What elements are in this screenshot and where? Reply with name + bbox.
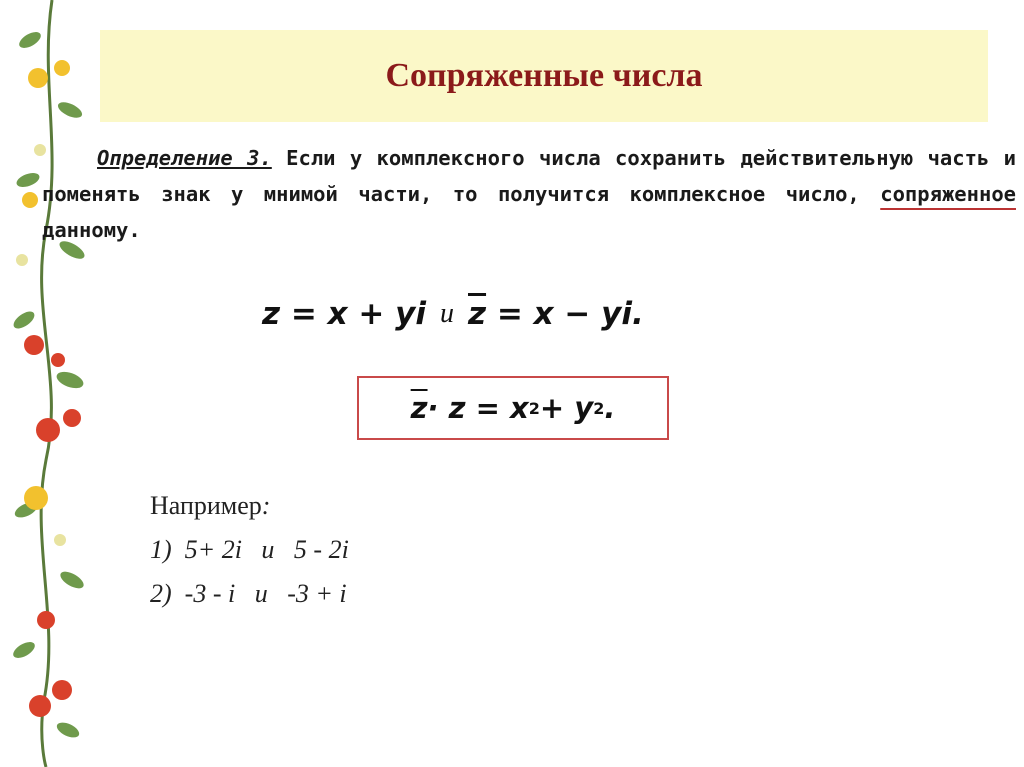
formula-conjunction: и bbox=[440, 298, 454, 329]
examples-block bbox=[150, 484, 349, 616]
box-exp2: 2 bbox=[593, 398, 605, 418]
formula-conjugate-var: $\overline{z}$ bbox=[468, 296, 487, 332]
conjugate-formula bbox=[262, 286, 762, 342]
definition-text: Если у комплексного числа сохранить действительную часть и поменять знак у мнимой части, то получится комплексное число, bbox=[42, 146, 1016, 206]
box-conjugate-var: $\overline{z}$ bbox=[410, 391, 428, 425]
formula-left: z = x + yi bbox=[262, 296, 426, 332]
box-part1: · z = x bbox=[427, 391, 529, 425]
examples-header-colon: : bbox=[261, 491, 271, 520]
definition-term: сопряженное bbox=[880, 182, 1016, 206]
example-row: 2) -3 - i и -3 + i bbox=[150, 579, 347, 608]
box-end: . bbox=[604, 391, 616, 425]
box-part2: + y bbox=[539, 391, 594, 425]
definition-paragraph bbox=[42, 140, 1016, 248]
floral-vine-decoration bbox=[0, 0, 100, 767]
definition-tail: данному. bbox=[42, 218, 141, 242]
title-banner bbox=[100, 30, 988, 122]
box-exp1: 2 bbox=[528, 398, 540, 418]
product-formula-box bbox=[357, 376, 669, 440]
examples-header-text: Например bbox=[150, 491, 262, 520]
formula-right: = x − yi. bbox=[486, 296, 644, 332]
page-title: Сопряженные числа bbox=[385, 57, 703, 94]
definition-label: Определение 3. bbox=[97, 146, 272, 170]
example-row: 1) 5+ 2i и 5 - 2i bbox=[150, 535, 349, 564]
examples-header bbox=[150, 484, 349, 528]
